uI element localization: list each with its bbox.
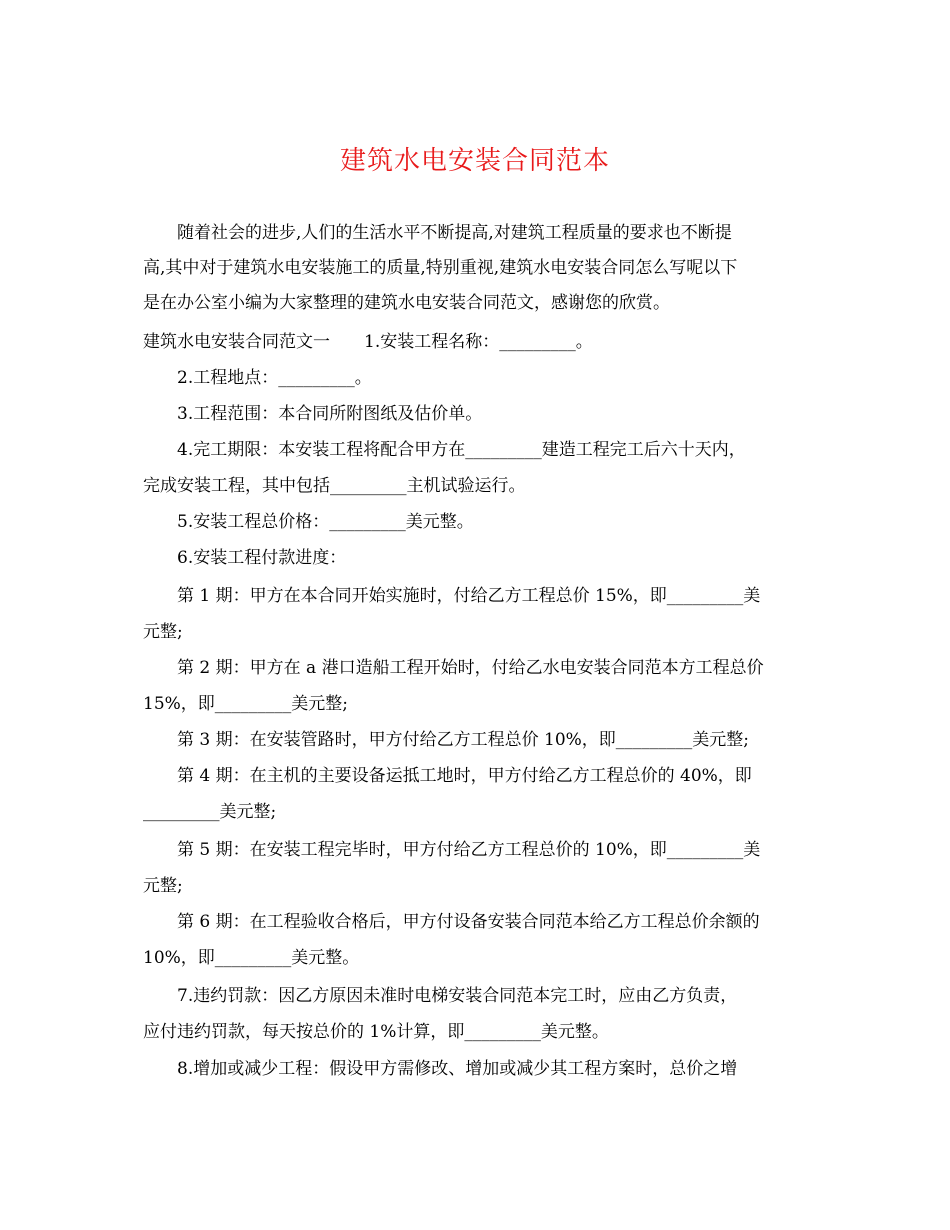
paragraph-line: 7.违约罚款：因乙方原因未准时电梯安装合同范本完工时，应由乙方负责， — [177, 986, 738, 1006]
document-title: 建筑水电安装合同范本 — [339, 146, 610, 176]
paragraph-line: 第 5 期：在安装工程完毕时，甲方付给乙方工程总价的 10%，即_________美 — [177, 840, 761, 860]
paragraph-line: 高,其中对于建筑水电安装施工的质量,特别重视,建筑水电安装合同怎么写呢以下 — [143, 258, 738, 278]
paragraph-line: 元整; — [143, 876, 183, 896]
paragraph-line: 随着社会的进步,人们的生活水平不断提高,对建筑工程质量的要求也不断提 — [177, 223, 732, 243]
paragraph-line: 4.完工期限：本安装工程将配合甲方在_________建造工程完工后六十天内， — [177, 440, 746, 460]
paragraph-line: 元整; — [143, 622, 183, 642]
paragraph-line: 8.增加或减少工程：假设甲方需修改、增加或减少其工程方案时，总价之增 — [177, 1059, 738, 1079]
paragraph-line: 5.安装工程总价格：_________美元整。 — [177, 512, 474, 532]
paragraph-line: 2.工程地点：_________。 — [177, 368, 372, 388]
paragraph-line: _________美元整; — [143, 802, 277, 822]
paragraph-line: 第 6 期：在工程验收合格后，甲方付设备安装合同范本给乙方工程总价余额的 — [177, 912, 760, 932]
paragraph-line: 10%，即_________美元整。 — [143, 948, 360, 968]
paragraph-line: 是在办公室小编为大家整理的建筑水电安装合同范文，感谢您的欣赏。 — [143, 293, 670, 313]
paragraph-line: 6.安装工程付款进度： — [177, 548, 347, 568]
paragraph-line: 第 2 期：甲方在 a 港口造船工程开始时，付给乙水电安装合同范本方工程总价 — [177, 658, 764, 678]
paragraph-line: 第 4 期：在主机的主要设备运抵工地时，甲方付给乙方工程总价的 40%，即 — [177, 766, 752, 786]
paragraph-line: 第 3 期：在安装管路时，甲方付给乙方工程总价 10%，即_________美元整; — [177, 730, 750, 750]
paragraph-line: 第 1 期：甲方在本合同开始实施时，付给乙方工程总价 15%，即_________美 — [177, 586, 761, 606]
paragraph-line: 完成安装工程，其中包括_________主机试验运行。 — [143, 476, 526, 496]
paragraph-line: 3.工程范围：本合同所附图纸及估价单。 — [177, 404, 483, 424]
paragraph-line: 建筑水电安装合同范文一 1.安装工程名称：_________。 — [143, 332, 593, 352]
paragraph-line: 应付违约罚款，每天按总价的 1%计算，即_________美元整。 — [143, 1022, 609, 1042]
paragraph-line: 15%，即_________美元整; — [143, 694, 349, 714]
